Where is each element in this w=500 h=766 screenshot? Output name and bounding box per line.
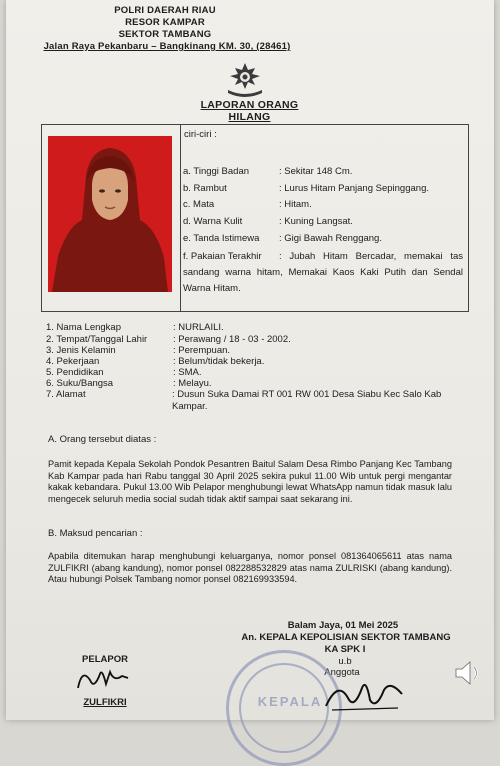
biodata-label: 6. Suku/Bangsa [46,378,114,389]
ciri-row [183,216,353,227]
ciri-row [183,199,312,210]
ciri-value: : Lurus Hitam Panjang Sepinggang. [279,183,429,194]
section-a-heading: A. Orang tersebut diatas : [48,434,157,445]
biodata-value: : SMA. [173,367,202,378]
sign-place-date: Balam Jaya, 01 Mei 2025 [287,620,399,631]
biodata-row [46,367,202,378]
biodata-address: : Dusun Suka Damai RT 001 RW 001 Desa Siabu Kec Salo Kab Kampar. [172,389,442,412]
ciri-value: : Sekitar 148 Cm. [279,166,353,177]
ciri-label: e. Tanda Istimewa [183,233,260,244]
ciri-label: f. Pakaian Terakhir [183,251,262,262]
ciri-row [183,183,429,194]
ciri-label: b. Rambut [183,183,227,194]
sign-an: An. KEPALA KEPOLISIAN SEKTOR TAMBANG [241,632,451,643]
pelapor-signature [72,664,132,694]
biodata-value: : NURLAILI. [173,322,224,333]
biodata-row [46,334,291,345]
biodata-value: : Belum/tidak bekerja. [173,356,265,367]
volume-icon[interactable] [452,658,486,688]
ciri-label: c. Mata [183,199,215,210]
biodata-row [46,345,230,356]
ciri-label: d. Warna Kulit [183,216,243,227]
pelapor-label: PELAPOR [82,654,128,665]
section-a-text: Pamit kepada Kepala Sekolah Pondok Pesantren Baitul Salam Desa Rimbo Panjang Kec Tambang Kab Kampar pada hari Rabu tanggal 30 April 2025 sekira pukul 11.00 Wib untuk pergi mengantar kakak kebandara. Pukul 13.00 Wib Pelapor menghubungi lewat WhatsApp namun tidak masuk lalu mengecek seluruh media social sudah tidak aktif sampai saat sekarang ini. [48,459,452,504]
sign-rank: KA SPK I [324,644,366,655]
biodata-label: 2. Tempat/Tanggal Lahir [46,334,148,345]
biodata-label: 7. Alamat [46,389,86,400]
biodata-row [46,356,264,367]
ciri-value: : Hitam. [279,199,312,210]
header-address: Jalan Raya Pekanbaru – Bangkinang KM. 30, (28461) [43,41,291,52]
document-title: LAPORAN ORANG HILANG [200,99,299,123]
header-line-3: SEKTOR TAMBANG [118,29,212,40]
biodata-label: 4. Pekerjaan [46,356,100,367]
sign-anggota: Anggota [324,667,360,678]
section-b-text: Apabila ditemukan harap menghubungi keluarganya, nomor ponsel 081364065611 atas nama ZULFIKRI (abang kandung), nomor ponsel 082288532829 atas nama ZULRISKI (abang kandung). Atau hubungi Polsek Tambang nomor ponsel 082169933594. [48,551,452,584]
section-b-heading: B. Maksud pencarian : [48,528,143,539]
sign-ub: u.b [338,656,352,667]
biodata-row [46,378,212,389]
box-divider [180,124,181,311]
biodata-value: : Perawang / 18 - 03 - 2002. [173,334,291,345]
ciri-row [183,233,382,244]
missing-person-photo [48,136,172,292]
header-line-1: POLRI DAERAH RIAU [114,5,216,16]
biodata-value: : Perempuan. [173,345,231,356]
biodata-value: : Melayu. [173,378,212,389]
biodata-label: 1. Nama Lengkap [46,322,121,333]
ciri-label: a. Tinggi Badan [183,166,250,177]
biodata-row [46,322,224,333]
ciri-value: : Jubah Hitam Bercadar, memakai tas sandang warna hitam, Memakai Kaos Kaki Putih dan Sendal Warna Hitam. [183,251,463,294]
biodata-row [46,389,173,400]
biodata-label: 5. Pendidikan [46,367,104,378]
ciri-row [183,166,352,177]
ciri-value: : Kuning Langsat. [279,216,353,227]
police-emblem-icon [222,62,268,100]
ciri-value: : Gigi Bawah Renggang. [279,233,382,244]
official-signature [318,670,408,714]
ciri-pakaian [183,249,463,297]
ciri-heading: ciri-ciri : [184,129,217,140]
pelapor-name: ZULFIKRI [83,697,127,708]
header-line-2: RESOR KAMPAR [125,17,205,28]
stamp-text: KEPALA [257,694,323,709]
biodata-label: 3. Jenis Kelamin [46,345,116,356]
